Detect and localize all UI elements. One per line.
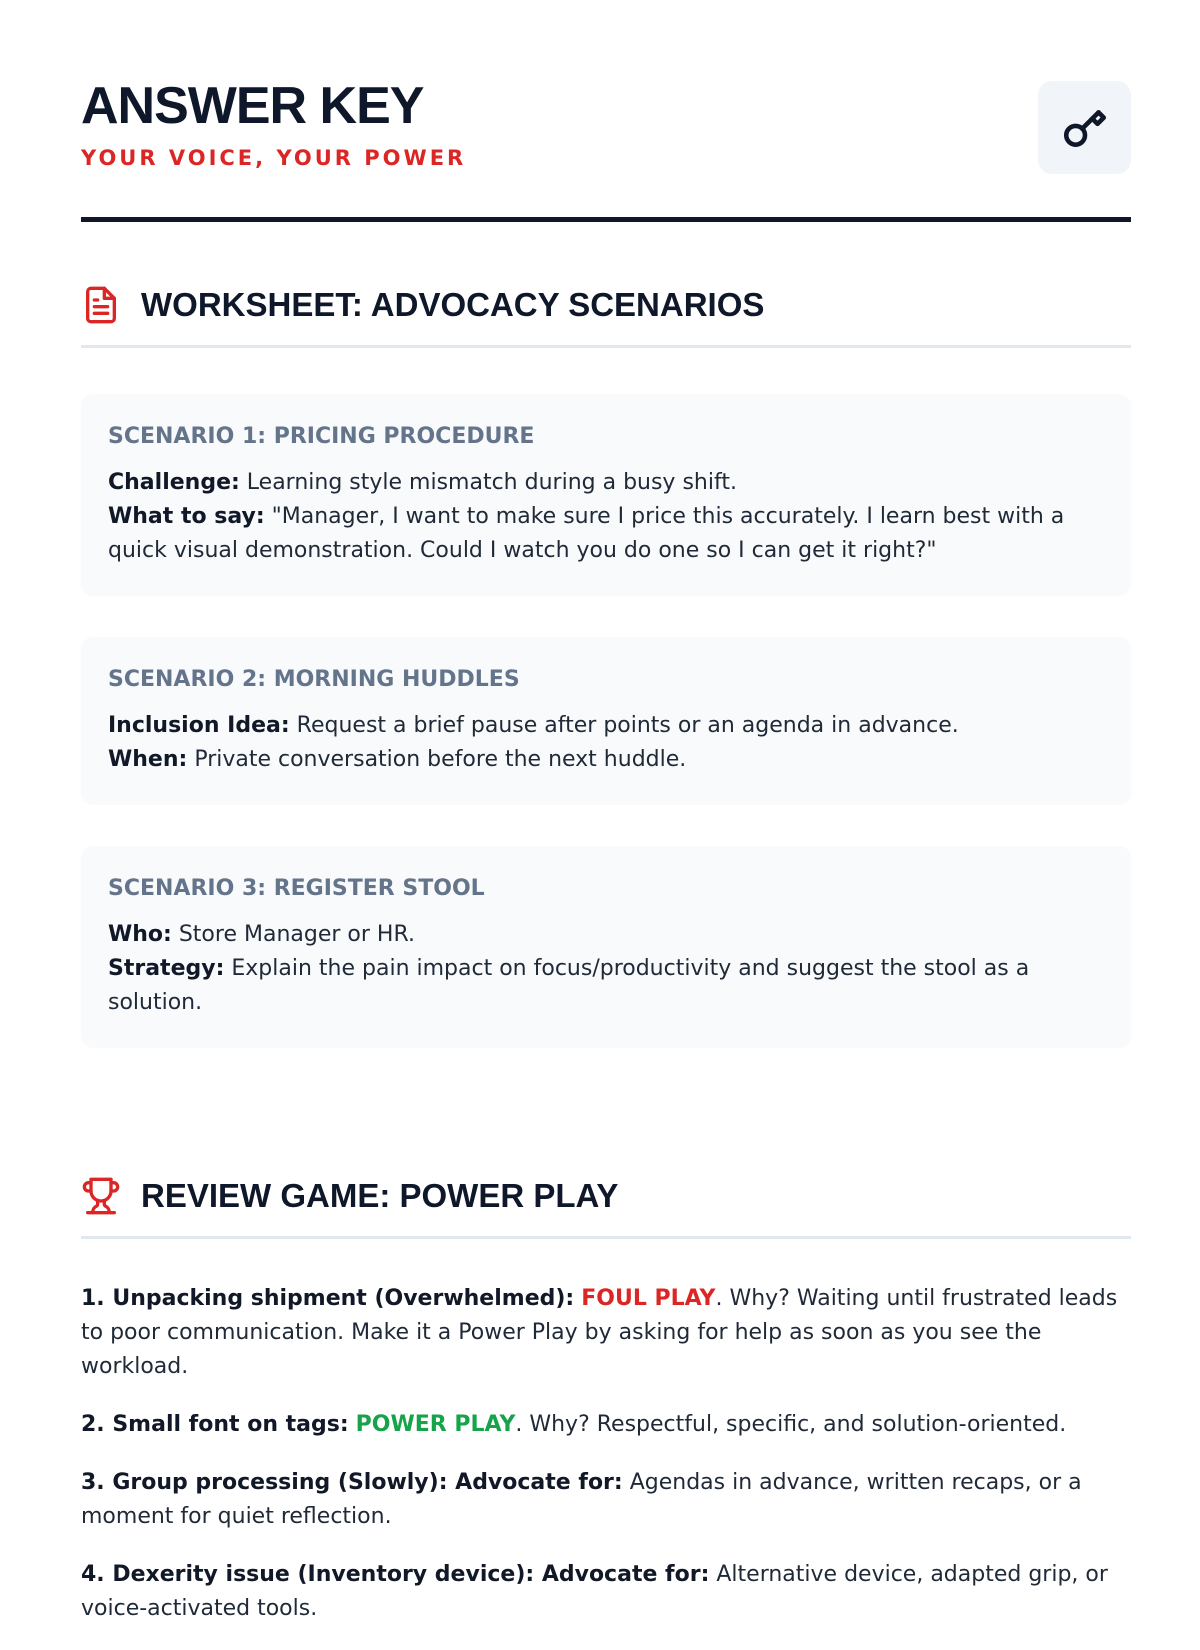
line-text: Private conversation before the next huddle. bbox=[194, 747, 687, 772]
line-label: Challenge: bbox=[108, 470, 240, 495]
page-title: ANSWER KEY bbox=[81, 77, 424, 135]
review-item bbox=[81, 1408, 1131, 1442]
answer-key-page bbox=[81, 0, 1131, 1621]
line-label: What to say: bbox=[108, 504, 265, 529]
verdict-foul-play: FOUL PLAY bbox=[581, 1286, 716, 1311]
review-section-header bbox=[81, 1176, 1131, 1239]
line-label: Who: bbox=[108, 922, 172, 947]
scenario-title: SCENARIO 3: REGISTER STOOL bbox=[108, 876, 485, 901]
item-label: 4. Dexerity issue (Inventory device): Advocate for: bbox=[81, 1562, 710, 1587]
line-text: Request a brief pause after points or an agenda in advance. bbox=[296, 713, 959, 738]
review-item bbox=[81, 1558, 1131, 1626]
page-subtitle: YOUR VOICE, YOUR POWER bbox=[81, 146, 467, 170]
scenario-line bbox=[108, 918, 1104, 952]
trophy-icon bbox=[81, 1176, 121, 1216]
scenario-card-3 bbox=[81, 846, 1131, 1048]
line-label: Strategy: bbox=[108, 956, 225, 981]
line-label: Inclusion Idea: bbox=[108, 713, 290, 738]
verdict-power-play: POWER PLAY bbox=[355, 1412, 516, 1437]
line-text: "Manager, I want to make sure I price this accurately. I learn best with a quick visual demonstration. Could I watch you do one so I can get it right?" bbox=[108, 504, 1065, 563]
review-item bbox=[81, 1466, 1131, 1534]
review-game-list bbox=[81, 1282, 1131, 1650]
key-icon bbox=[1060, 103, 1110, 153]
item-text: . Why? Respectful, specific, and solution-oriented. bbox=[515, 1412, 1067, 1437]
scenario-card-2 bbox=[81, 637, 1131, 805]
scenario-title: SCENARIO 2: MORNING HUDDLES bbox=[108, 667, 520, 692]
item-label: 3. Group processing (Slowly): Advocate for: bbox=[81, 1470, 623, 1495]
item-text: Alternative device, adapted grip, or voice-activated tools. bbox=[81, 1562, 1108, 1621]
scenario-line bbox=[108, 466, 1104, 500]
review-heading: REVIEW GAME: POWER PLAY bbox=[141, 1177, 619, 1214]
item-label: 1. Unpacking shipment (Overwhelmed): bbox=[81, 1286, 575, 1311]
line-text: Explain the pain impact on focus/productivity and suggest the stool as a solution. bbox=[108, 956, 1030, 1015]
worksheet-section-header bbox=[81, 285, 1131, 348]
item-text: . Why? Waiting until frustrated leads to poor communication. Make it a Power Play by asking for help as soon as you see the workload. bbox=[81, 1286, 1118, 1379]
scenario-line bbox=[108, 709, 1104, 743]
key-badge bbox=[1038, 81, 1131, 174]
document-icon bbox=[81, 285, 121, 325]
line-text: Store Manager or HR. bbox=[178, 922, 415, 947]
review-item bbox=[81, 1282, 1131, 1384]
worksheet-heading: WORKSHEET: ADVOCACY SCENARIOS bbox=[141, 286, 765, 323]
scenario-card-1 bbox=[81, 394, 1131, 596]
scenario-line bbox=[108, 952, 1104, 1020]
page-header bbox=[81, 0, 1131, 222]
scenario-title: SCENARIO 1: PRICING PROCEDURE bbox=[108, 424, 535, 449]
line-text: Learning style mismatch during a busy shift. bbox=[246, 470, 737, 495]
item-label: 2. Small font on tags: bbox=[81, 1412, 349, 1437]
scenario-line bbox=[108, 500, 1104, 568]
line-label: When: bbox=[108, 747, 188, 772]
scenario-line bbox=[108, 743, 1104, 777]
item-text: Agendas in advance, written recaps, or a moment for quiet reflection. bbox=[81, 1470, 1082, 1529]
